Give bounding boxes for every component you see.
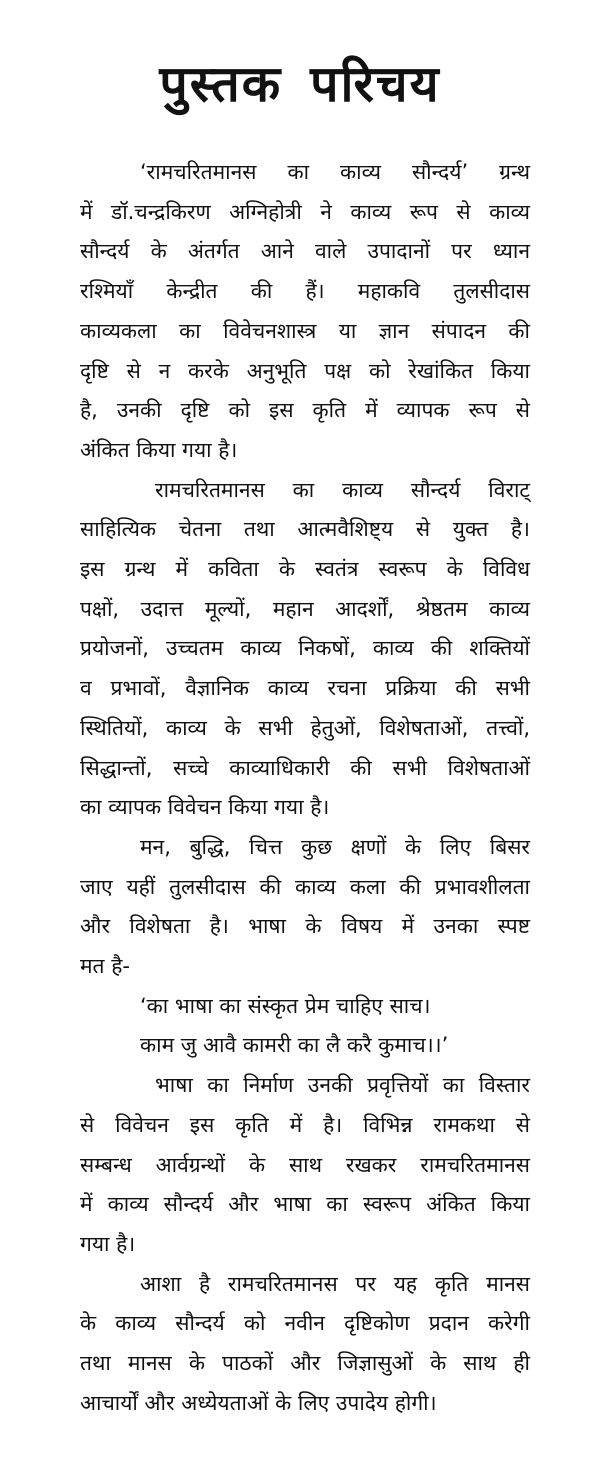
text-line: का व्यापक विवेचन किया गया है। xyxy=(80,795,330,820)
text-line: ‘रामचरितमानस का काव्य सौन्दर्य’ ग्रन्थ xyxy=(140,160,530,184)
text-line: में काव्य सौन्दर्य और भाषा का स्वरूप अंकित किया xyxy=(80,1192,530,1217)
text-line: साहित्यिक चेतना तथा आत्मवैशिष्ट्य से युक्त है। xyxy=(80,517,530,542)
text-line: तथा मानस के पाठकों और जिज्ञासुओं के साथ ही xyxy=(80,1351,530,1375)
text-line: जाए यहीं तुलसीदास की काव्य कला की प्रभावशीलता xyxy=(80,874,530,899)
text-line: सौन्दर्य के अंतर्गत आने वाले उपादानों पर ध्यान xyxy=(80,239,530,264)
text-line: से विवेचन इस कृति में है। विभिन्न रामकथा से xyxy=(80,1112,530,1137)
text-line: स्थितियों, काव्य के सभी हेतुओं, विशेषताओं, तत्त्वों, xyxy=(80,715,530,740)
text-line: रामचरितमानस का काव्य सौन्दर्य विराट् xyxy=(155,477,530,502)
text-line: व प्रभावों, वैज्ञानिक काव्य रचना प्रक्रिया की सभी xyxy=(80,676,530,701)
text-line: दृष्टि से न करके अनुभूति पक्ष को रेखांकित किया xyxy=(80,358,530,383)
text-line: आशा है रामचरितमानस पर यह कृति मानस xyxy=(140,1271,530,1296)
text-line: मन, बुद्धि, चित्त कुछ क्षणों के लिए बिसर xyxy=(140,834,530,859)
page-title xyxy=(0,48,600,116)
text-line: ‘का भाषा का संस्कृत प्रेम चाहिए साच। xyxy=(140,993,431,1018)
text-line: भाषा का निर्माण उनकी प्रवृत्तियों का विस्तार xyxy=(155,1073,530,1098)
text-line: है, उनकी दृष्टि को इस कृति में व्यापक रूप से xyxy=(80,398,530,423)
title-word: परिचय xyxy=(310,55,441,113)
text-line: रश्मियाँ केन्द्रीत की हैं। महाकवि तुलसीदास xyxy=(80,279,530,304)
text-line: और विशेषता है। भाषा के विषय में उनका स्पष्ट xyxy=(80,914,530,939)
text-line: अंकित किया गया है। xyxy=(80,437,238,462)
text-line: आचार्यों और अध्येयताओं के लिए उपादेय होगी। xyxy=(80,1390,437,1415)
title-word: पुस्तक xyxy=(159,55,283,113)
text-line: के काव्य सौन्दर्य को नवीन दृष्टिकोण प्रदान करेगी xyxy=(80,1311,530,1336)
text-line: प्रयोजनों, उच्चतम काव्य निकषों, काव्य की शक्तियों xyxy=(80,636,530,661)
text-line: गया है। xyxy=(80,1231,136,1256)
text-line: इस ग्रन्थ में कविता के स्वतंत्र स्वरूप के विविध xyxy=(80,557,530,581)
text-line: सम्बन्ध आर्वग्रन्थों के साथ रखकर रामचरितमानस xyxy=(80,1152,530,1177)
text-line: सिद्धान्तों, सच्चे काव्याधिकारी की सभी विशेषताओं xyxy=(80,755,530,780)
text-line: में डॉ.चन्द्रकिरण अग्निहोत्री ने काव्य रूप से काव्य xyxy=(80,199,530,224)
text-line: मत है- xyxy=(80,954,130,978)
text-line: काव्यकला का विवेचनशास्त्र या ज्ञान संपादन की xyxy=(80,318,530,343)
text-line: काम जु आवै कामरी का लै करै कुमाच।।’ xyxy=(140,1033,449,1058)
text-line: पक्षों, उदात्त मूल्यों, महान आदर्शों, श्रेष्ठतम काव्य xyxy=(80,596,530,621)
